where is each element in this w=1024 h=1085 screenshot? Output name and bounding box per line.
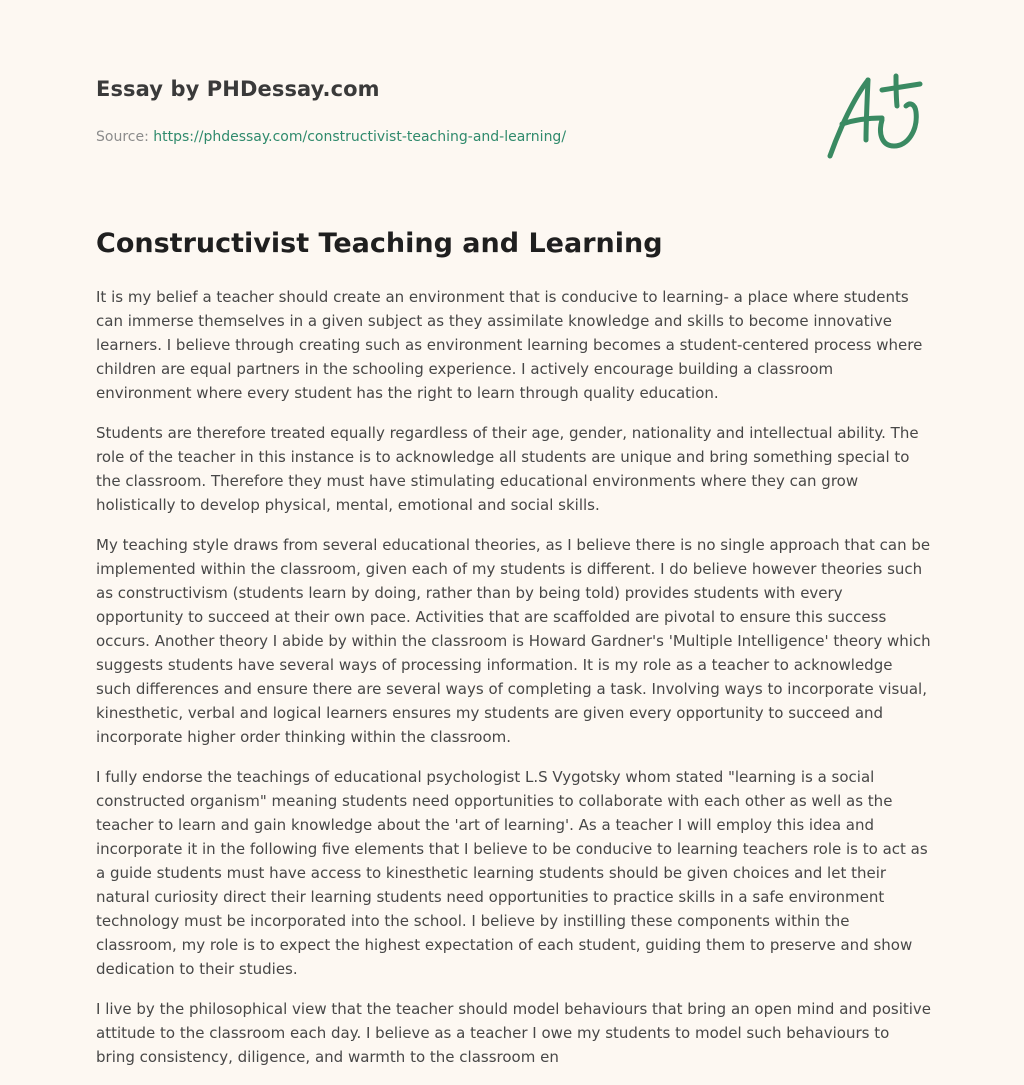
paragraph: I fully endorse the teachings of educational psychologist L.S Vygotsky whom stated "learning is a social constructed organism" meaning students need opportunities to collaborate with each other as well as the teacher to learn and gain knowledge about the 'art of learning'. As a teacher I will employ this idea and incorporate it in the following five elements that I believe to be conducive to learning teachers role is to act as a guide students must have access to kinesthetic learning students should be given choices and let their natural curiosity direct their learning students need opportunities to practice skills in a safe environment technology must be incorporated into the school. I believe by instilling these components within the classroom, my role is to expect the highest expectation of each student, guiding them to preserve and show dedication to their studies. [96, 768, 928, 978]
site-brand: Essay by PHDessay.com [96, 77, 380, 101]
paragraph: My teaching style draws from several educational theories, as I believe there is no single approach that can be implemented within the classroom, given each of my students is different. I do believe however theories such as constructivism (students learn by doing, rather than by being told) provides students with every opportunity to succeed at their own pace. Activities that are scaffolded are pivotal to ensure this success occurs. Another theory I abide by within the classroom is Howard Gardner's 'Multiple Intelligence' theory which suggests students have several ways of processing information. It is my role as a teacher to acknowledge such differences and ensure there are several ways of completing a task. Involving ways to incorporate visual, kinesthetic, verbal and logical learners ensures my students are given every opportunity to succeed and incorporate higher order thinking within the classroom. [96, 536, 931, 746]
paragraph: I live by the philosophical view that the teacher should model behaviours that bring an open mind and positive attitude to the classroom each day. I believe as a teacher I owe my students to model such behaviours to bring consistency, diligence, and warmth to the classroom en [96, 1000, 932, 1066]
paragraph: It is my belief a teacher should create an environment that is conducive to learning- a place where students can immerse themselves in a given subject as they assimilate knowledge and skills to become innovative learners. I believe through creating such as environment learning becomes a student-centered process where children are equal partners in the schooling experience. I actively encourage building a classroom environment where every student has the right to learn through quality education. [96, 288, 923, 402]
essay-body [96, 285, 932, 1085]
source-line [96, 127, 736, 147]
source-label: Source: [96, 129, 149, 145]
paragraph: Students are therefore treated equally regardless of their age, gender, nationality and intellectual ability. The role of the teacher in this instance is to acknowledge all students are unique and bring something special to the classroom. Therefore they must have stimulating educational environments where they can grow holistically to develop physical, mental, emotional and social skills. [96, 424, 919, 514]
essay-title: Constructivist Teaching and Learning [96, 228, 663, 259]
essay-header [96, 74, 736, 147]
a-plus-grade-logo-icon [820, 68, 930, 164]
source-link[interactable]: https://phdessay.com/constructivist-teaching-and-learning/ [153, 129, 567, 145]
